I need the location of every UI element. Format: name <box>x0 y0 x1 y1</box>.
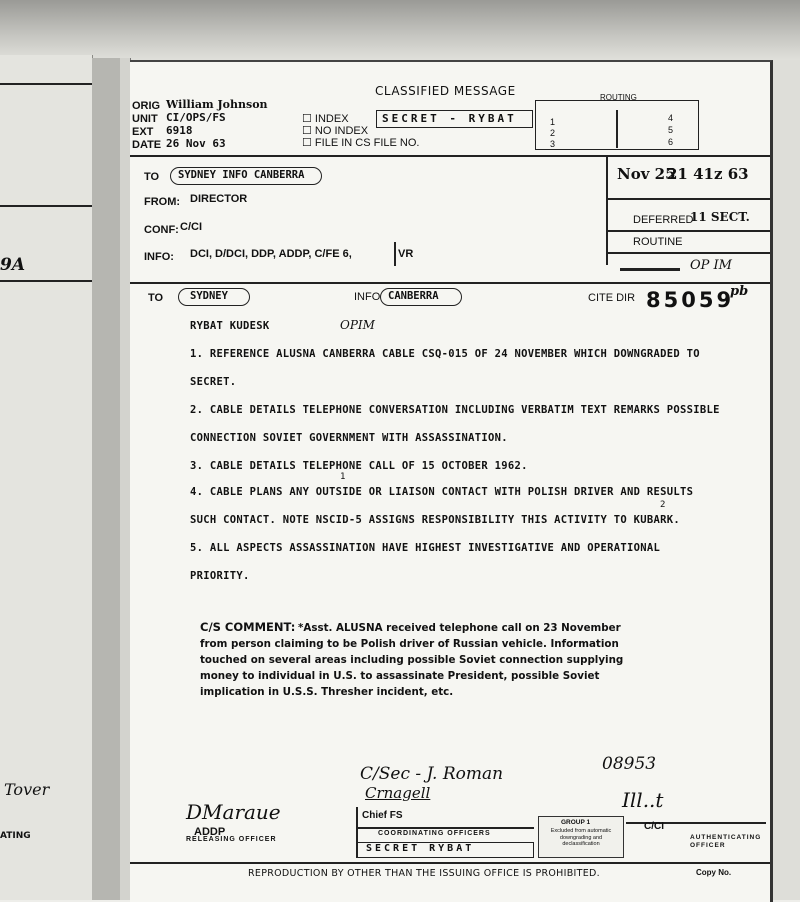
datetime-rule <box>606 198 770 200</box>
para-line: SECRET. <box>190 376 237 388</box>
para-line: PRIORITY. <box>190 570 250 582</box>
cite-number: 85059 <box>646 288 735 312</box>
para-line: 4. CABLE PLANS ANY OUTSIDE OR LIAISON CONTACT WITH POLISH DRIVER AND RESULTS <box>190 486 694 498</box>
group-stamp-text: Excluded from automatic downgrading and declassification <box>550 828 612 847</box>
footer-rule <box>130 862 770 864</box>
classification-text: SECRET - RYBAT <box>382 112 517 125</box>
comment-line: implication in U.S.S. Thresher incident, etc. <box>200 686 454 698</box>
orig-value: William Johnson <box>166 98 268 111</box>
msg-info-value: CANBERRA <box>388 290 439 302</box>
msg-to-label: TO <box>148 292 164 304</box>
left-margin-label: ATING <box>0 831 31 841</box>
routing-num-2: 2 <box>550 128 556 138</box>
coord-stamp: SECRET RYBAT <box>366 843 475 854</box>
ext-value: 6918 <box>166 124 193 137</box>
classified-message-form <box>130 60 773 902</box>
comment-label: C/S COMMENT: <box>200 620 296 634</box>
date-label: DATE <box>132 139 162 151</box>
reproduction-warning: REPRODUCTION BY OTHER THAN THE ISSUING OFFICE IS PROHIBITED. <box>248 868 600 879</box>
footnote-2: 2 <box>660 500 666 510</box>
vr-bracket <box>394 242 396 266</box>
cite-label: CITE DIR <box>588 292 636 304</box>
date-value: 26 Nov 63 <box>166 137 226 150</box>
coord-title: Chief FS <box>362 810 403 821</box>
conf-value: C/CI <box>180 221 202 233</box>
op-mark: OP IM <box>690 258 732 273</box>
subject-note: OPIM <box>340 318 375 332</box>
left-page-rule <box>0 83 92 85</box>
routine-label: ROUTINE <box>633 236 683 248</box>
deferred-value: 11 SECT. <box>690 210 750 224</box>
msg-info-label: INFO <box>354 291 381 303</box>
routing-num-4: 4 <box>668 113 674 123</box>
msg-to-value: SYDNEY <box>190 290 228 302</box>
left-underlying-page <box>0 55 93 900</box>
section-rule <box>130 155 770 157</box>
comment-line: money to individual in U.S. to assassinate President, possible Soviet <box>200 670 600 682</box>
info-value: DCI, D/DCI, DDP, ADDP, C/FE 6, <box>190 248 352 260</box>
routing-divider <box>616 110 618 148</box>
strike-mark <box>620 268 680 271</box>
routing-num-5: 5 <box>668 125 674 135</box>
comment-line: touched on several areas including possible Soviet connection supplying <box>200 654 624 666</box>
routing-num-6: 6 <box>668 137 674 147</box>
routine-rule <box>606 252 770 254</box>
coord-label: COORDINATING OFFICERS <box>378 830 491 837</box>
left-margin-signature: Tover <box>4 780 50 799</box>
to-value: SYDNEY INFO CANBERRA <box>178 169 305 181</box>
routing-label: ROUTING <box>600 93 637 102</box>
footnote-1: 1 <box>340 472 346 482</box>
group-stamp <box>538 816 624 858</box>
para-line: 1. REFERENCE ALUSNA CANBERRA CABLE CSQ-015 OF 24 NOVEMBER WHICH DOWNGRADED TO <box>190 348 700 360</box>
left-margin-mark: 9A <box>0 255 26 275</box>
copy-number-label: Copy No. <box>696 868 732 877</box>
deferred-label: DEFERRED <box>633 214 694 226</box>
coord-handwritten-1: C/Sec - J. Roman <box>360 764 504 784</box>
left-page-rule <box>0 205 92 207</box>
ext-label: EXT <box>132 126 154 138</box>
releasing-title: ADDP <box>194 826 226 838</box>
info-label: INFO: <box>144 251 174 263</box>
para-line: 3. CABLE DETAILS TELEPHONE CALL OF 15 OCTOBER 1962. <box>190 460 528 472</box>
message-date: Nov 25 <box>617 165 676 183</box>
left-page-rule <box>0 280 92 282</box>
comment-line: from person claiming to be Polish driver of Russian vehicle. Information <box>200 638 619 650</box>
message-time: 21 41z 63 <box>667 165 749 183</box>
scan-shadow-top <box>0 0 800 62</box>
binding-strip <box>92 58 122 900</box>
para-line: CONNECTION SOVIET GOVERNMENT WITH ASSASSINATION. <box>190 432 508 444</box>
orig-label: ORIG <box>132 100 161 112</box>
releasing-label: RELEASING OFFICER <box>186 836 277 843</box>
auth-title: C/CI <box>644 821 664 832</box>
routing-num-1: 1 <box>550 117 556 127</box>
conf-label: CONF: <box>144 224 179 236</box>
index-option: ☐ INDEX <box>302 113 349 125</box>
auth-label: AUTHENTICATING OFFICER <box>690 834 762 849</box>
section-rule <box>130 282 770 284</box>
routing-num-3: 3 <box>550 139 556 149</box>
para-line: SUCH CONTACT. NOTE NSCID-5 ASSIGNS RESPONSIBILITY THIS ACTIVITY TO KUBARK. <box>190 514 680 526</box>
to-label: TO <box>144 171 160 183</box>
releasing-signature: DMaraue <box>186 800 281 824</box>
file-option: ☐ FILE IN CS FILE NO. <box>302 137 420 149</box>
datetime-divider <box>606 155 608 265</box>
unit-value: CI/OPS/FS <box>166 111 226 124</box>
document-number: 08953 <box>602 754 657 774</box>
unit-label: UNIT <box>132 113 158 125</box>
from-value: DIRECTOR <box>190 193 248 205</box>
authenticating-signature: Ill..t <box>622 788 664 812</box>
no-index-option: ☐ NO INDEX <box>302 125 369 137</box>
group-stamp-title: GROUP 1 <box>561 819 591 826</box>
para-line: 5. ALL ASPECTS ASSASSINATION HAVE HIGHEST INVESTIGATIVE AND OPERATIONAL <box>190 542 661 554</box>
coord-handwritten-2: Crnagell <box>365 784 431 802</box>
form-title: CLASSIFIED MESSAGE <box>375 84 516 98</box>
para-line: 2. CABLE DETAILS TELEPHONE CONVERSATION INCLUDING VERBATIM TEXT REMARKS POSSIBLE <box>190 404 720 416</box>
comment-line: *Asst. ALUSNA received telephone call on 23 November <box>298 622 621 634</box>
info-vr: VR <box>398 248 414 260</box>
subject-line: RYBAT KUDESK <box>190 320 270 332</box>
deferred-rule <box>606 230 770 232</box>
right-scan-edge <box>773 60 800 900</box>
coord-rule <box>356 827 534 829</box>
cite-initials: pb <box>730 284 749 299</box>
from-label: FROM: <box>144 196 181 208</box>
